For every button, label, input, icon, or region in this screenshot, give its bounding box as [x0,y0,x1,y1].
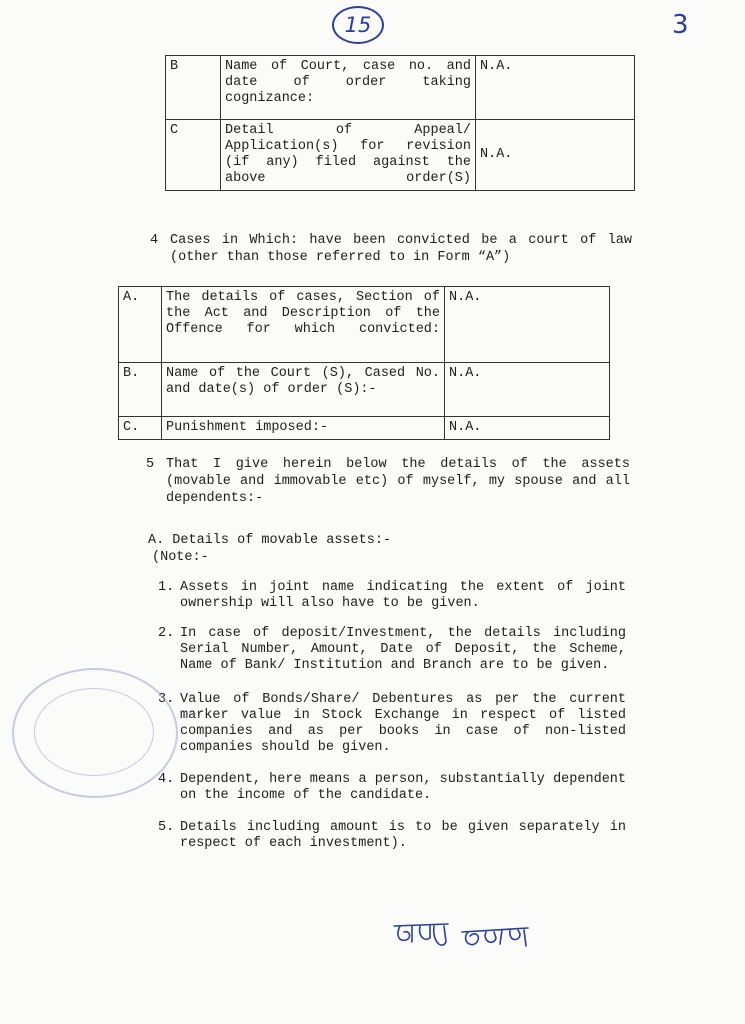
table-row [119,417,610,440]
notary-stamp [12,668,178,798]
note-text: Assets in joint name indicating the extent of joint ownership will also have to be given. [180,580,626,611]
row-description: The details of cases, Section of the Act and Description of the Offence for which convicted: [162,287,445,363]
section-number: 5 [146,457,155,472]
row-description: Name of Court, case no. and date of order taking cognizance: [221,56,476,120]
row-key: B. [119,363,162,417]
row-description: Detail of Appeal/ Application(s) for revision (if any) filed against the above order(S) [221,120,476,191]
section-text: Cases in Which: have been convicted be a court of law (other than those referred to in Form “A”) [170,233,632,265]
row-value: N.A. [476,56,635,120]
conviction-details-table [118,286,610,440]
page-number: 3 [672,10,689,40]
note-open: (Note:- [152,550,209,565]
note-text: Details including amount is to be given separately in respect of each investment). [180,820,626,851]
row-description: Name of the Court (S), Cased No. and date(s) of order (S):- [162,363,445,417]
court-details-table [165,55,635,191]
note-text: Value of Bonds/Share/ Debentures as per the current marker value in Stock Exchange in respect of listed companies and as per books in case of non-listed companies should be given. [180,692,626,755]
note-text: In case of deposit/Investment, the details including Serial Number, Amount, Date of Deposit, the Scheme, Name of Bank/ Institution and Branch are to be given. [180,626,626,673]
table-row [119,287,610,363]
row-description: Punishment imposed:- [162,417,445,440]
notes-list [158,580,626,852]
stamp-inner-ring [34,688,154,776]
row-key: C [166,120,221,191]
signature [390,912,540,960]
section-4-paragraph [150,232,632,266]
table-row [166,120,635,191]
section-5-paragraph [146,456,630,507]
row-key: C. [119,417,162,440]
row-value: N.A. [445,363,610,417]
note-text: Dependent, here means a person, substantially dependent on the income of the candidate. [180,772,626,803]
list-item [158,820,626,852]
section-number: 4 [150,233,159,248]
note-number: 4. [158,772,175,787]
list-item [158,772,626,804]
row-value: N.A. [445,287,610,363]
list-item [158,692,626,756]
circled-page-number: 15 [332,6,384,44]
row-key: A. [119,287,162,363]
note-number: 3. [158,692,175,707]
table-row [166,56,635,120]
list-item [158,580,626,612]
note-number: 2. [158,626,175,641]
section-text: That I give herein below the details of the assets (movable and immovable etc) of myself, my spouse and all dependents:- [166,457,630,506]
list-item [158,626,626,674]
note-number: 1. [158,580,175,595]
row-key: B [166,56,221,120]
row-value: N.A. [476,120,635,191]
table-row [119,363,610,417]
note-number: 5. [158,820,175,835]
movable-assets-heading: A. Details of movable assets:- [148,533,392,548]
row-value: N.A. [445,417,610,440]
